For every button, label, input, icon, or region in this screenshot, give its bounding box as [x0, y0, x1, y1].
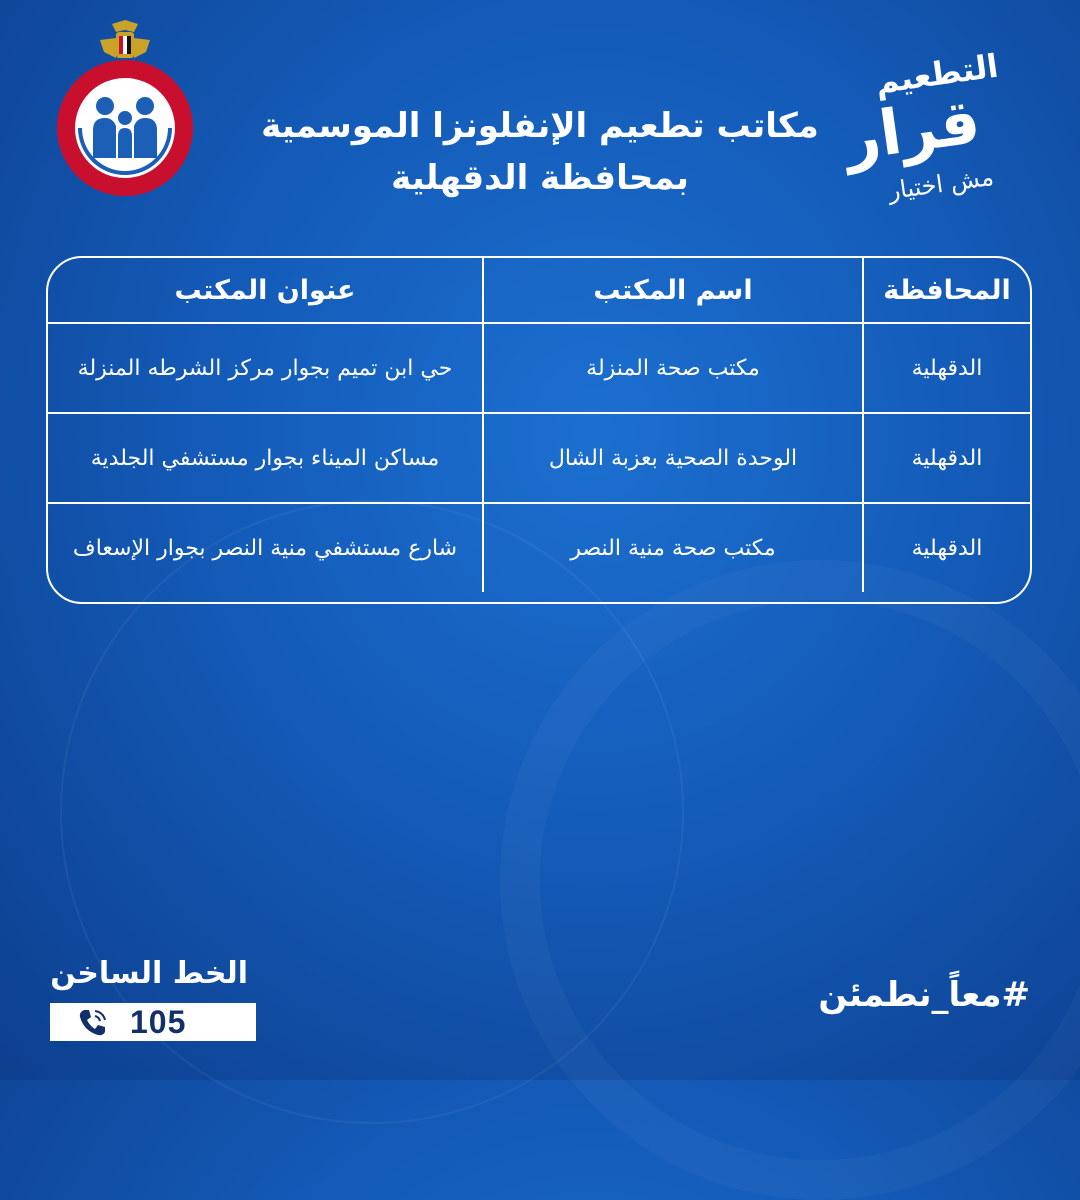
table-row	[48, 324, 1030, 414]
cell-office-address: شارع مستشفي منية النصر بجوار الإسعاف	[72, 535, 458, 561]
ministry-of-health-emblem-icon	[50, 18, 200, 198]
header-office-name: اسم المكتب	[482, 258, 862, 322]
table-header-row	[48, 258, 1030, 324]
campaign-slogan	[839, 46, 1010, 215]
header-office-address: عنوان المكتب	[174, 274, 356, 306]
cell-office-address: مساكن الميناء بجوار مستشفي الجلدية	[90, 445, 440, 471]
header-governorate: المحافظة	[862, 258, 1030, 322]
phone-icon	[76, 1007, 110, 1037]
slogan-line-3: مش اختيار	[886, 162, 996, 206]
cell-office-name: مكتب صحة منية النصر	[482, 504, 862, 592]
cell-office-name: الوحدة الصحية بعزبة الشال	[482, 414, 862, 502]
hashtag: #معاً_نطمئن	[818, 975, 1030, 1015]
ministry-logo	[50, 18, 200, 198]
hotline-box[interactable]	[50, 1003, 256, 1041]
vaccination-offices-table	[46, 256, 1032, 604]
cell-governorate: الدقهلية	[862, 414, 1030, 502]
title-line-1: مكاتب تطعيم الإنفلونزا الموسمية	[261, 106, 819, 146]
cell-governorate: الدقهلية	[862, 324, 1030, 412]
hotline-label: الخط الساخن	[50, 956, 248, 991]
hotline-number: 105	[130, 1003, 187, 1040]
title-line-2: بمحافظة الدقهلية	[391, 158, 689, 198]
slogan-line-1: التطعيم	[872, 46, 1001, 102]
cell-office-address: حي ابن تميم بجوار مركز الشرطه المنزلة	[77, 355, 453, 381]
page-title	[230, 100, 850, 204]
slogan-line-2: قرار	[839, 83, 985, 176]
cell-governorate: الدقهلية	[862, 504, 1030, 592]
cell-office-name: مكتب صحة المنزلة	[482, 324, 862, 412]
table-row	[48, 414, 1030, 504]
table-row	[48, 504, 1030, 592]
